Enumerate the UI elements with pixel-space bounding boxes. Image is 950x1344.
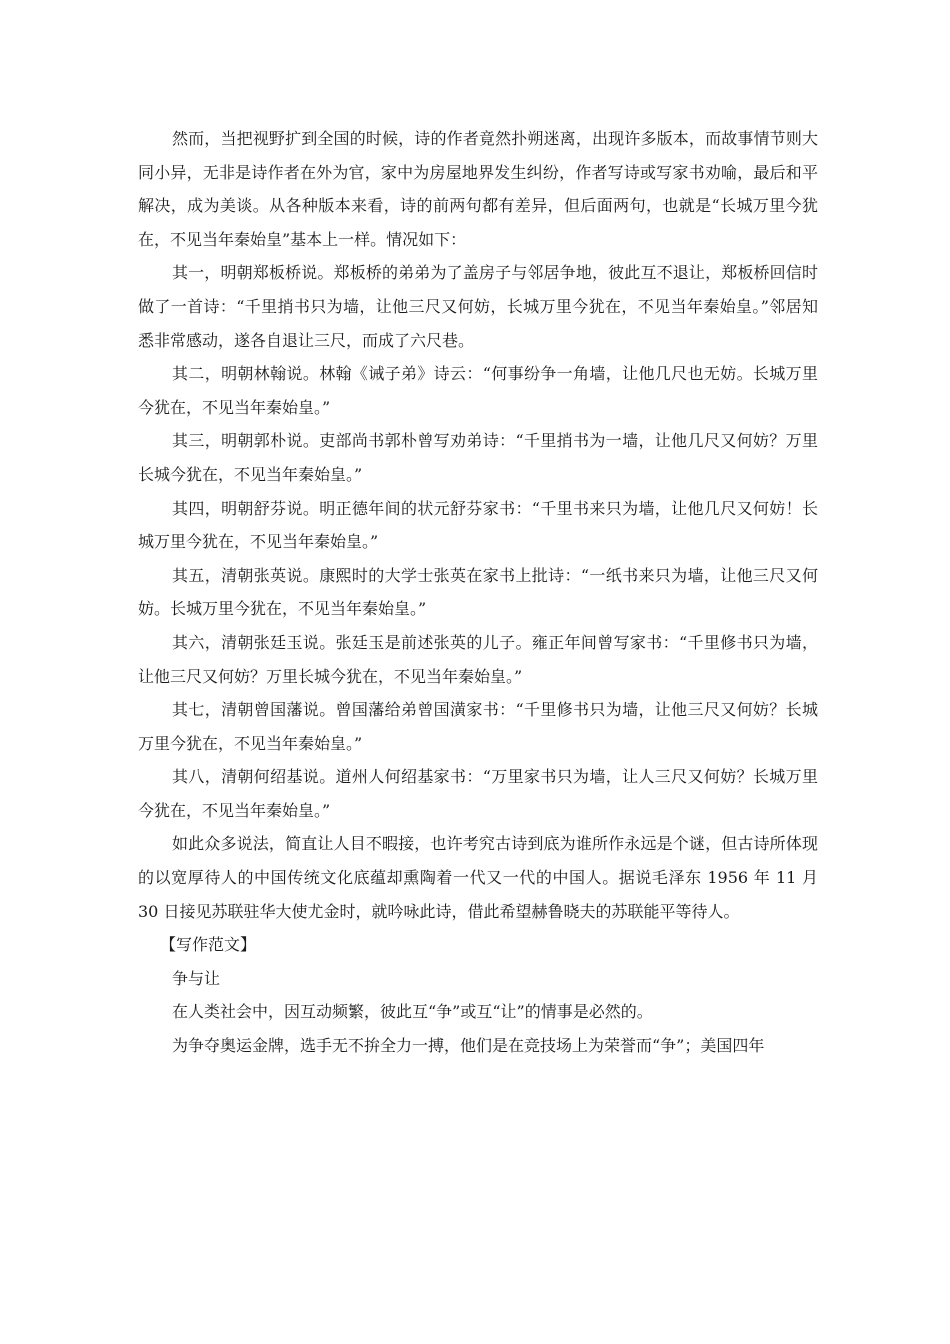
document-body (138, 122, 818, 1063)
paragraph-conclusion: 如此众多说法，简直让人目不暇接，也许考究古诗到底为谁所作永远是个谜，但古诗所体现的以宽厚待人的中国传统文化底蕴却熏陶着一代又一代的中国人。据说毛泽东 1956 年 11 月 30 日接见苏联驻华大使尤金时，就吟咏此诗，借此希望赫鲁晓夫的苏联能平等待人。 (138, 834, 818, 921)
paragraph-version-4: 其四，明朝舒芬说。明正德年间的状元舒芬家书：“千里书来只为墙，让他几尺又何妨！长城万里今犹在，不见当年秦始皇。” (138, 498, 818, 552)
section-heading: 【写作范文】 (160, 935, 257, 955)
essay-paragraph-2: 为争夺奥运金牌，选手无不拚全力一搏，他们是在竞技场上为荣誉而“争”；美国四年 (172, 1036, 765, 1056)
paragraph-version-5: 其五，清朝张英说。康熙时的大学士张英在家书上批诗：“一纸书来只为墙，让他三尺又何妨。长城万里今犹在，不见当年秦始皇。” (138, 565, 818, 619)
essay-title: 争与让 (172, 968, 221, 988)
paragraph-version-8: 其八，清朝何绍基说。道州人何绍基家书：“万里家书只为墙，让人三尺又何妨？长城万里今犹在，不见当年秦始皇。” (138, 767, 818, 820)
paragraph-intro: 然而，当把视野扩到全国的时候，诗的作者竟然扑朔迷离，出现许多版本，而故事情节则大同小异，无非是诗作者在外为官，家中为房屋地界发生纠纷，作者写诗或写家书劝喻，最后和平解决，成为美谈。从各种版本来看，诗的前两句都有差异，但后面两句，也就是“长城万里今犹在，不见当年秦始皇”基本上一样。情况如下： (138, 129, 818, 249)
essay-paragraph-1: 在人类社会中，因互动频繁，彼此互“争”或互“让”的情事是必然的。 (172, 1002, 653, 1022)
paragraph-version-1: 其一，明朝郑板桥说。郑板桥的弟弟为了盖房子与邻居争地，彼此互不退让，郑板桥回信时做了一首诗：“千里捎书只为墙，让他三尺又何妨，长城万里今犹在，不见当年秦始皇。”邻居知悉非常感动，遂各自退让三尺，而成了六尺巷。 (138, 263, 818, 350)
paragraph-version-3: 其三，明朝郭朴说。吏部尚书郭朴曾写劝弟诗：“千里捎书为一墙，让他几尺又何妨？万里长城今犹在，不见当年秦始皇。” (138, 431, 818, 484)
paragraph-version-7: 其七，清朝曾国藩说。曾国藩给弟曾国潢家书：“千里修书只为墙，让他三尺又何妨？长城万里今犹在，不见当年秦始皇。” (138, 700, 818, 753)
paragraph-version-2: 其二，明朝林翰说。林翰《诫子弟》诗云：“何事纷争一角墙，让他几尺也无妨。长城万里今犹在，不见当年秦始皇。” (138, 364, 818, 417)
paragraph-version-6: 其六，清朝张廷玉说。张廷玉是前述张英的儿子。雍正年间曾写家书：“千里修书只为墙，让他三尺又何妨？万里长城今犹在，不见当年秦始皇。” (138, 632, 818, 686)
